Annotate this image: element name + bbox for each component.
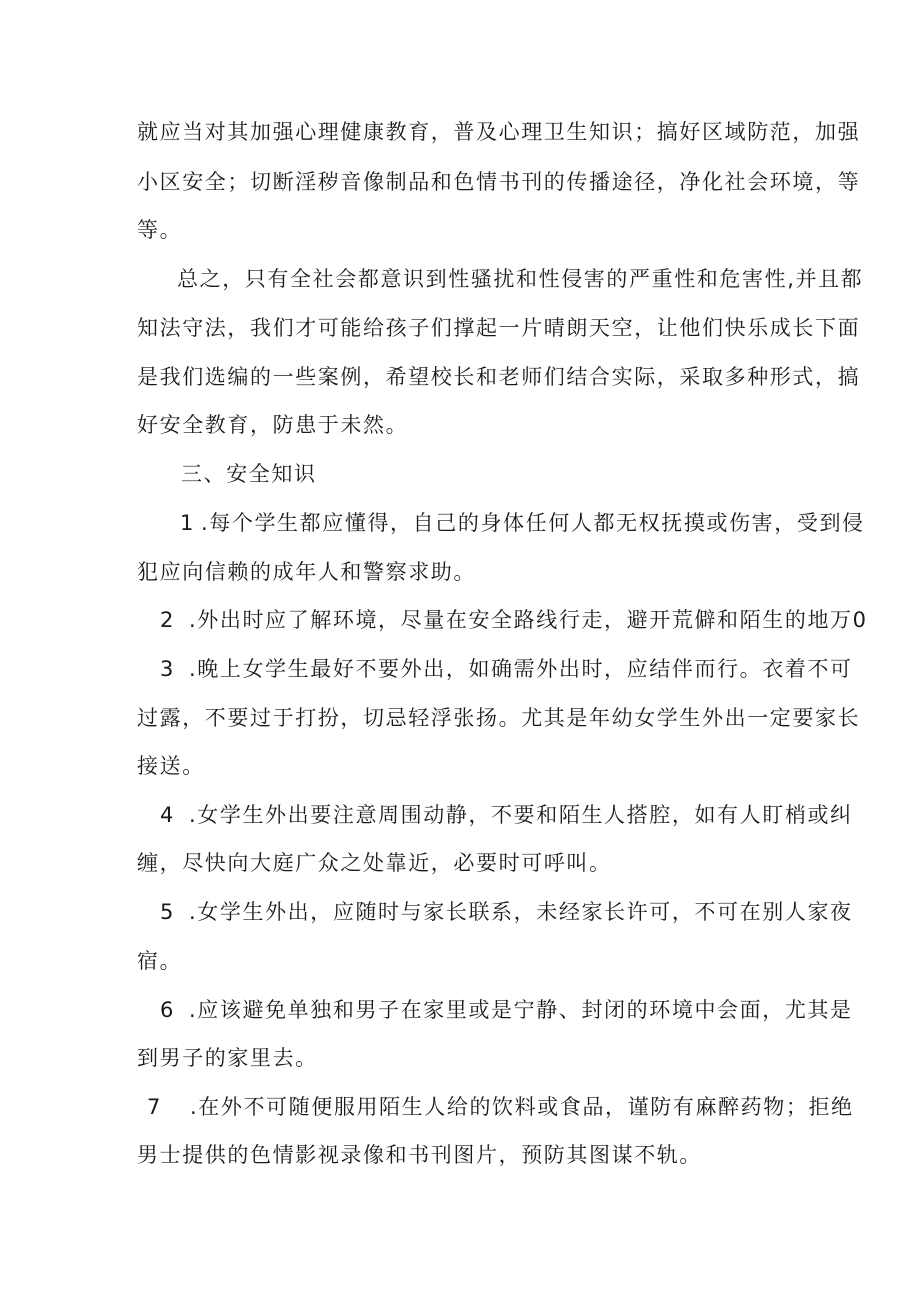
- list-item-6-line-1: [160, 995, 853, 1025]
- list-item-6-number: 6: [160, 998, 175, 1022]
- list-item-5-text-1: .女学生外出，应随时与家长联系，未经家长许可，不可在别人家夜: [188, 900, 853, 924]
- list-item-7-number: 7: [147, 1095, 162, 1119]
- para2-line-2: 知法守法，我们才可能给孩子们撑起一片晴朗天空，让他们快乐成长下面: [137, 316, 861, 340]
- list-item-3-line-1: [160, 654, 853, 684]
- list-item-6-text-1: .应该避免单独和男子在家里或是宁静、封闭的环境中会面，尤其是: [188, 998, 853, 1022]
- para2-line-4: 好安全教育，防患于未然。: [137, 413, 409, 437]
- list-item-1-line-1: [180, 508, 865, 538]
- para2-line-1: 总之，只有全社会都意识到性骚扰和性侵害的严重性和危害性,并且都: [177, 267, 864, 291]
- list-item-7-line-2: 男士提供的色情影视录像和书刊图片，预防其图谋不轨。: [137, 1143, 702, 1167]
- para2-line-3: 是我们选编的一些案例，希望校长和老师们结合实际，采取多种形式，搞: [137, 365, 861, 389]
- list-item-3-text-1: .晚上女学生最好不要外出，如确需外出时，应结伴而行。衣着不可: [188, 657, 853, 681]
- para1-line-2: 小区安全；切断淫秽音像制品和色情书刊的传播途径，净化社会环境，等: [137, 170, 861, 194]
- list-item-3-line-3: 接送。: [137, 754, 205, 778]
- list-item-1-text-1: .每个学生都应懂得，自己的身体任何人都无权抚摸或伤害，受到侵: [200, 511, 865, 535]
- list-item-6-line-2: 到男子的家里去。: [137, 1046, 318, 1070]
- list-item-5-line-1: [160, 897, 853, 927]
- list-item-2-text-1: .外出时应了解环境，尽量在安全路线行走，避开荒僻和陌生的地万0: [188, 608, 868, 632]
- list-item-2-number: 2: [160, 608, 175, 632]
- list-item-4-number: 4: [160, 803, 175, 827]
- list-item-1-number: 1: [180, 511, 195, 535]
- list-item-2-line-1: [160, 605, 868, 635]
- list-item-7-line-1: [147, 1092, 854, 1122]
- list-item-5-number: 5: [160, 900, 175, 924]
- section-heading: 三、安全知识: [181, 462, 317, 486]
- list-item-4-line-1: [160, 800, 853, 830]
- list-item-4-line-2: 缠，尽快向大庭广众之处靠近，必要时可呼叫。: [137, 851, 612, 875]
- list-item-4-text-1: .女学生外出要注意周围动静，不要和陌生人搭腔，如有人盯梢或纠: [188, 803, 853, 827]
- list-item-5-line-2: 宿。: [137, 949, 183, 973]
- para1-line-3: 等。: [137, 218, 183, 242]
- list-item-1-line-2: 犯应向信赖的成年人和警察求助。: [137, 560, 476, 584]
- list-item-3-number: 3: [160, 657, 175, 681]
- list-item-7-text-1: .在外不可随便服用陌生人给的饮料或食品，谨防有麻醉药物；拒绝: [189, 1095, 854, 1119]
- list-item-3-line-2: 过露，不要过于打扮，切忌轻浮张扬。尤其是年幼女学生外出一定要家长: [137, 706, 861, 730]
- para1-line-1: 就应当对其加强心理健康教育，普及心理卫生知识；搞好区域防范，加强: [137, 120, 861, 144]
